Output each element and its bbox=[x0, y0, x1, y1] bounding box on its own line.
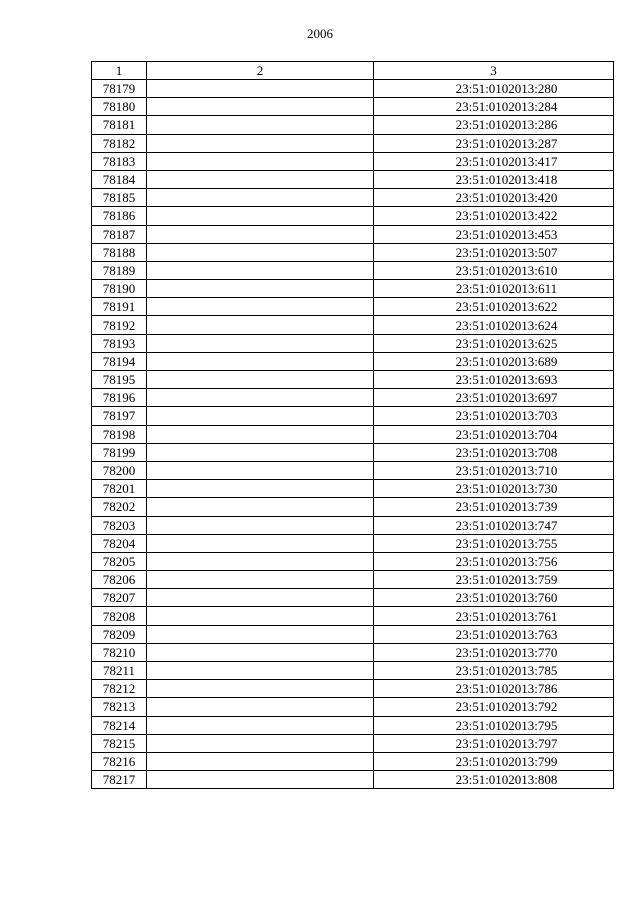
row-number-cell: 78216 bbox=[92, 752, 147, 770]
description-cell bbox=[147, 425, 374, 443]
description-cell bbox=[147, 552, 374, 570]
cadastral-number-cell: 23:51:0102013:760 bbox=[374, 589, 614, 607]
table-row bbox=[92, 298, 614, 316]
row-number-cell: 78202 bbox=[92, 498, 147, 516]
row-number-cell: 78184 bbox=[92, 170, 147, 188]
description-cell bbox=[147, 116, 374, 134]
description-cell bbox=[147, 352, 374, 370]
row-number-cell: 78208 bbox=[92, 607, 147, 625]
cadastral-number-cell: 23:51:0102013:284 bbox=[374, 98, 614, 116]
cadastral-number-cell: 23:51:0102013:759 bbox=[374, 571, 614, 589]
table-row bbox=[92, 698, 614, 716]
description-cell bbox=[147, 134, 374, 152]
description-cell bbox=[147, 407, 374, 425]
row-number-cell: 78210 bbox=[92, 643, 147, 661]
description-cell bbox=[147, 334, 374, 352]
cadastral-number-cell: 23:51:0102013:795 bbox=[374, 716, 614, 734]
table-row bbox=[92, 589, 614, 607]
cadastral-number-cell: 23:51:0102013:770 bbox=[374, 643, 614, 661]
table-row bbox=[92, 261, 614, 279]
cadastral-number-cell: 23:51:0102013:799 bbox=[374, 752, 614, 770]
table-row bbox=[92, 625, 614, 643]
row-number-cell: 78193 bbox=[92, 334, 147, 352]
description-cell bbox=[147, 207, 374, 225]
cadastral-number-cell: 23:51:0102013:808 bbox=[374, 771, 614, 789]
table-row bbox=[92, 98, 614, 116]
row-number-cell: 78207 bbox=[92, 589, 147, 607]
row-number-cell: 78199 bbox=[92, 443, 147, 461]
description-cell bbox=[147, 571, 374, 589]
column-header-2: 2 bbox=[147, 62, 374, 80]
row-number-cell: 78197 bbox=[92, 407, 147, 425]
table-row bbox=[92, 280, 614, 298]
cadastral-number-cell: 23:51:0102013:418 bbox=[374, 170, 614, 188]
row-number-cell: 78213 bbox=[92, 698, 147, 716]
row-number-cell: 78201 bbox=[92, 480, 147, 498]
cadastral-number-cell: 23:51:0102013:708 bbox=[374, 443, 614, 461]
table-row bbox=[92, 371, 614, 389]
description-cell bbox=[147, 607, 374, 625]
description-cell bbox=[147, 643, 374, 661]
row-number-cell: 78203 bbox=[92, 516, 147, 534]
page-number: 2006 bbox=[307, 26, 333, 41]
cadastral-number-cell: 23:51:0102013:763 bbox=[374, 625, 614, 643]
row-number-cell: 78214 bbox=[92, 716, 147, 734]
cadastral-number-cell: 23:51:0102013:755 bbox=[374, 534, 614, 552]
description-cell bbox=[147, 716, 374, 734]
description-cell bbox=[147, 225, 374, 243]
cadastral-number-cell: 23:51:0102013:747 bbox=[374, 516, 614, 534]
row-number-cell: 78209 bbox=[92, 625, 147, 643]
cadastral-number-cell: 23:51:0102013:697 bbox=[374, 389, 614, 407]
cadastral-number-cell: 23:51:0102013:280 bbox=[374, 80, 614, 98]
row-number-cell: 78194 bbox=[92, 352, 147, 370]
cadastral-number-cell: 23:51:0102013:710 bbox=[374, 461, 614, 479]
row-number-cell: 78188 bbox=[92, 243, 147, 261]
table-row bbox=[92, 571, 614, 589]
row-number-cell: 78192 bbox=[92, 316, 147, 334]
table-row bbox=[92, 207, 614, 225]
cadastral-number-cell: 23:51:0102013:624 bbox=[374, 316, 614, 334]
table-row bbox=[92, 552, 614, 570]
table-row bbox=[92, 643, 614, 661]
description-cell bbox=[147, 698, 374, 716]
description-cell bbox=[147, 243, 374, 261]
description-cell bbox=[147, 680, 374, 698]
description-cell bbox=[147, 534, 374, 552]
table-row bbox=[92, 80, 614, 98]
table-row bbox=[92, 225, 614, 243]
table-row bbox=[92, 352, 614, 370]
cadastral-number-cell: 23:51:0102013:507 bbox=[374, 243, 614, 261]
table-body bbox=[92, 80, 614, 789]
cadastral-number-cell: 23:51:0102013:786 bbox=[374, 680, 614, 698]
description-cell bbox=[147, 771, 374, 789]
description-cell bbox=[147, 625, 374, 643]
description-cell bbox=[147, 261, 374, 279]
row-number-cell: 78190 bbox=[92, 280, 147, 298]
row-number-cell: 78196 bbox=[92, 389, 147, 407]
table-row bbox=[92, 425, 614, 443]
row-number-cell: 78189 bbox=[92, 261, 147, 279]
description-cell bbox=[147, 516, 374, 534]
description-cell bbox=[147, 461, 374, 479]
description-cell bbox=[147, 316, 374, 334]
cadastral-number-cell: 23:51:0102013:286 bbox=[374, 116, 614, 134]
cadastral-number-cell: 23:51:0102013:689 bbox=[374, 352, 614, 370]
register-table bbox=[91, 61, 614, 789]
row-number-cell: 78211 bbox=[92, 662, 147, 680]
table-row bbox=[92, 680, 614, 698]
description-cell bbox=[147, 443, 374, 461]
row-number-cell: 78204 bbox=[92, 534, 147, 552]
table-row bbox=[92, 152, 614, 170]
cadastral-number-cell: 23:51:0102013:761 bbox=[374, 607, 614, 625]
row-number-cell: 78183 bbox=[92, 152, 147, 170]
row-number-cell: 78191 bbox=[92, 298, 147, 316]
description-cell bbox=[147, 662, 374, 680]
cadastral-number-cell: 23:51:0102013:785 bbox=[374, 662, 614, 680]
table-row bbox=[92, 480, 614, 498]
table-row bbox=[92, 116, 614, 134]
description-cell bbox=[147, 371, 374, 389]
table-row bbox=[92, 316, 614, 334]
description-cell bbox=[147, 498, 374, 516]
row-number-cell: 78212 bbox=[92, 680, 147, 698]
description-cell bbox=[147, 389, 374, 407]
cadastral-number-cell: 23:51:0102013:704 bbox=[374, 425, 614, 443]
row-number-cell: 78185 bbox=[92, 189, 147, 207]
cadastral-number-cell: 23:51:0102013:739 bbox=[374, 498, 614, 516]
column-header-3: 3 bbox=[374, 62, 614, 80]
cadastral-number-cell: 23:51:0102013:625 bbox=[374, 334, 614, 352]
cadastral-number-cell: 23:51:0102013:792 bbox=[374, 698, 614, 716]
table-row bbox=[92, 134, 614, 152]
table-row bbox=[92, 771, 614, 789]
description-cell bbox=[147, 589, 374, 607]
description-cell bbox=[147, 98, 374, 116]
cadastral-number-cell: 23:51:0102013:756 bbox=[374, 552, 614, 570]
cadastral-number-cell: 23:51:0102013:797 bbox=[374, 734, 614, 752]
row-number-cell: 78182 bbox=[92, 134, 147, 152]
row-number-cell: 78217 bbox=[92, 771, 147, 789]
table-row bbox=[92, 716, 614, 734]
row-number-cell: 78215 bbox=[92, 734, 147, 752]
row-number-cell: 78198 bbox=[92, 425, 147, 443]
row-number-cell: 78205 bbox=[92, 552, 147, 570]
cadastral-number-cell: 23:51:0102013:453 bbox=[374, 225, 614, 243]
table-row bbox=[92, 752, 614, 770]
cadastral-number-cell: 23:51:0102013:287 bbox=[374, 134, 614, 152]
cadastral-number-cell: 23:51:0102013:611 bbox=[374, 280, 614, 298]
cadastral-number-cell: 23:51:0102013:422 bbox=[374, 207, 614, 225]
table-row bbox=[92, 243, 614, 261]
cadastral-number-cell: 23:51:0102013:693 bbox=[374, 371, 614, 389]
table-row bbox=[92, 662, 614, 680]
row-number-cell: 78187 bbox=[92, 225, 147, 243]
cadastral-number-cell: 23:51:0102013:417 bbox=[374, 152, 614, 170]
table-row bbox=[92, 607, 614, 625]
table-row bbox=[92, 461, 614, 479]
row-number-cell: 78181 bbox=[92, 116, 147, 134]
cadastral-number-cell: 23:51:0102013:703 bbox=[374, 407, 614, 425]
table-row bbox=[92, 407, 614, 425]
row-number-cell: 78200 bbox=[92, 461, 147, 479]
cadastral-number-cell: 23:51:0102013:622 bbox=[374, 298, 614, 316]
table-row bbox=[92, 516, 614, 534]
description-cell bbox=[147, 189, 374, 207]
description-cell bbox=[147, 752, 374, 770]
description-cell bbox=[147, 170, 374, 188]
table-row bbox=[92, 534, 614, 552]
row-number-cell: 78195 bbox=[92, 371, 147, 389]
table-row bbox=[92, 389, 614, 407]
cadastral-number-cell: 23:51:0102013:610 bbox=[374, 261, 614, 279]
description-cell bbox=[147, 80, 374, 98]
table-row bbox=[92, 189, 614, 207]
description-cell bbox=[147, 480, 374, 498]
row-number-cell: 78179 bbox=[92, 80, 147, 98]
column-header-1: 1 bbox=[92, 62, 147, 80]
cadastral-number-cell: 23:51:0102013:730 bbox=[374, 480, 614, 498]
cadastral-number-cell: 23:51:0102013:420 bbox=[374, 189, 614, 207]
description-cell bbox=[147, 734, 374, 752]
description-cell bbox=[147, 152, 374, 170]
table-row bbox=[92, 170, 614, 188]
row-number-cell: 78186 bbox=[92, 207, 147, 225]
table-row bbox=[92, 334, 614, 352]
row-number-cell: 78180 bbox=[92, 98, 147, 116]
row-number-cell: 78206 bbox=[92, 571, 147, 589]
table-row bbox=[92, 498, 614, 516]
table-row bbox=[92, 443, 614, 461]
description-cell bbox=[147, 280, 374, 298]
description-cell bbox=[147, 298, 374, 316]
table-row bbox=[92, 734, 614, 752]
table-header-row bbox=[92, 62, 614, 80]
